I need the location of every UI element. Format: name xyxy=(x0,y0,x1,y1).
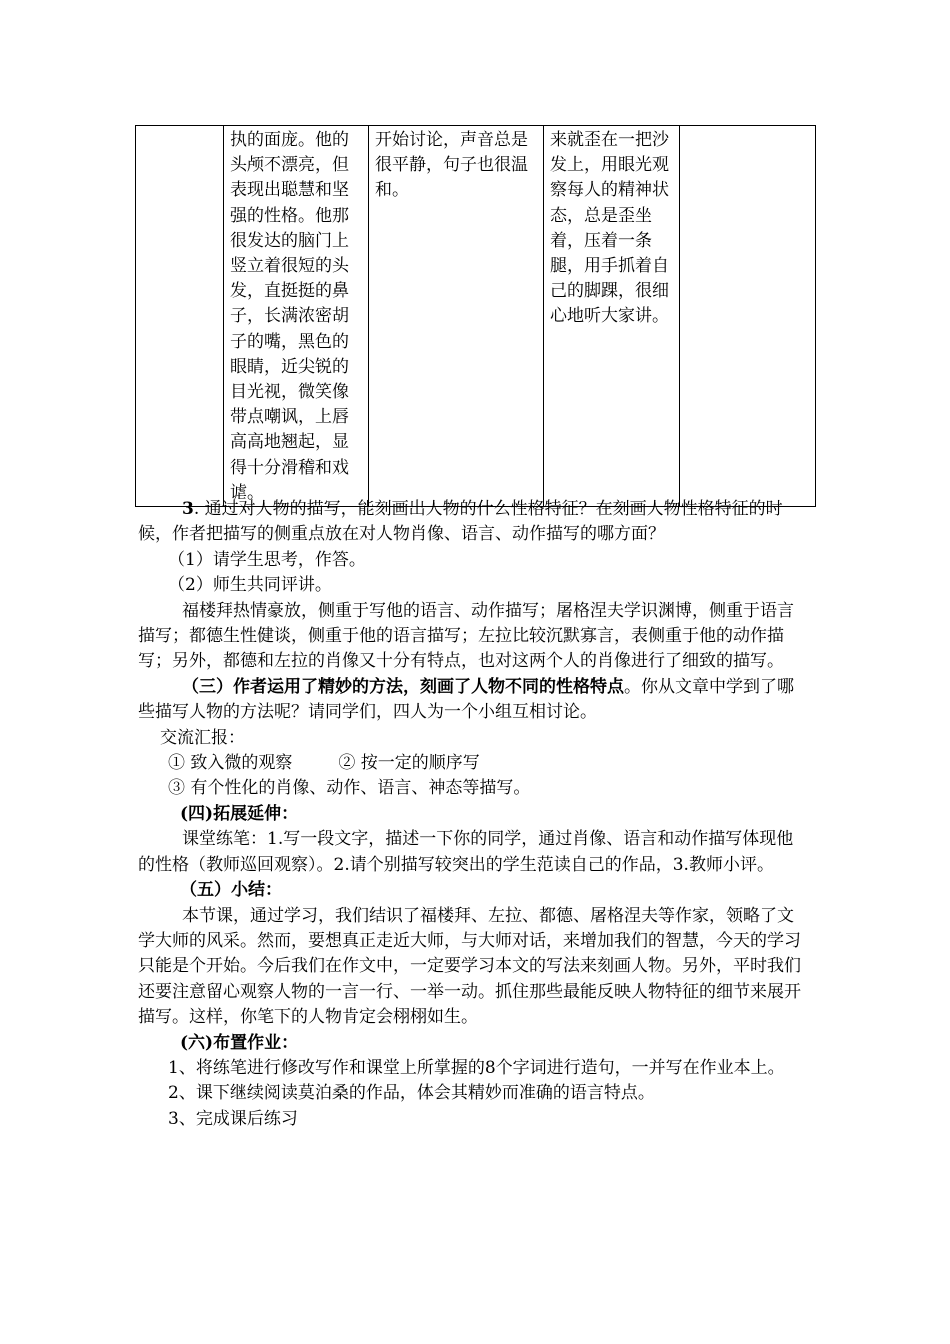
section-5-heading: （五）小结： xyxy=(180,880,282,901)
question-3 xyxy=(138,497,810,548)
table-cell-5 xyxy=(680,126,816,507)
question-3-number: 3 xyxy=(182,499,194,519)
question-3-step-1: （1）请学生思考，作答。 xyxy=(168,549,366,570)
table-cell-2: 执的面庞。他的头颅不漂亮，但表现出聪慧和坚强的性格。他那很发达的脑门上竖立着很短的头发，直挺挺的鼻子，长满浓密胡子的嘴，黑色的眼睛，近尖锐的目光视，微笑像带点嘲讽，上唇高高地翘起，显得十分滑稽和戏谑。 xyxy=(224,126,369,507)
section-6-heading: (六)布置作业： xyxy=(180,1032,299,1053)
section-3-report: 交流汇报： xyxy=(160,727,245,748)
section-4-text: 课堂练笔：1.写一段文字，描述一下你的同学，通过肖像、语言和动作描写体现他的性格（教师巡回观察）。2.请个别描写较突出的学生范读自己的作品，3.教师小评。 xyxy=(138,829,794,875)
table-cell-4: 来就歪在一把沙发上，用眼光观察每人的精神状态，总是歪坐着，压着一条腿，用手抓着自己的脚踝，很细心地听大家讲。 xyxy=(544,126,680,507)
section-3 xyxy=(138,675,810,726)
homework-item-2: 2、课下继续阅读莫泊桑的作品，体会其精妙而准确的语言特点。 xyxy=(168,1083,655,1104)
section-5-text: 本节课，通过学习，我们结识了福楼拜、左拉、都德、屠格涅夫等作家，领略了文学大师的风采。然而，要想真正走近大师，与大师对话，来增加我们的智慧，今天的学习只能是个开始。今后我们在作文中，一定要学习本文的写法来刻画人物。另外，平时我们还要注意留心观察人物的一言一行、一举一动。抓住那些最能反映人物特征的细节来展开描写。这样，你笔下的人物肯定会栩栩如生。 xyxy=(138,905,801,1028)
section-3-items xyxy=(138,751,810,776)
table-cell-3: 开始讨论，声音总是很平静，句子也很温和。 xyxy=(369,126,544,507)
method-item-3: ③ 有个性化的肖像、动作、语言、神态等描写。 xyxy=(168,778,531,799)
table-cell-1 xyxy=(136,126,224,507)
section-3-text: 。你从文章中学到了哪些描写人物的方法呢？请同学们，四人为一个小组互相讨论。 xyxy=(138,676,794,723)
lesson-body xyxy=(138,497,810,1132)
section-4-heading: (四)拓展延伸： xyxy=(180,803,299,824)
lesson-table xyxy=(135,125,816,507)
section-3-heading: （三）作者运用了精妙的方法，刻画了人物不同的性格特点 xyxy=(182,676,624,697)
question-3-answer: 福楼拜热情豪放，侧重于写他的语言、动作描写；屠格涅夫学识渊博，侧重于语言描写；都德生性健谈，侧重于他的语言描写；左拉比较沉默寡言，表侧重于他的动作描写；另外，都德和左拉的肖像又十分有特点，也对这两个人的肖像进行了细致的描写。 xyxy=(138,600,794,672)
method-item-2: ② 按一定的顺序写 xyxy=(338,753,480,774)
homework-item-3: 3、完成课后练习 xyxy=(168,1108,298,1129)
question-3-text: . 通过对人物的描写，能刻画出人物的什么性格特征？在刻画人物性格特征的时候，作者把描写的侧重点放在对人物肖像、语言、动作描写的哪方面？ xyxy=(138,499,783,545)
table-row xyxy=(136,126,816,507)
method-item-1: ① 致入微的观察 xyxy=(168,753,293,774)
homework-item-1: 1、将练笔进行修改写作和课堂上所掌握的8个字词进行造句，一并写在作业本上。 xyxy=(168,1057,785,1078)
question-3-step-2: （2）师生共同评讲。 xyxy=(168,575,332,596)
